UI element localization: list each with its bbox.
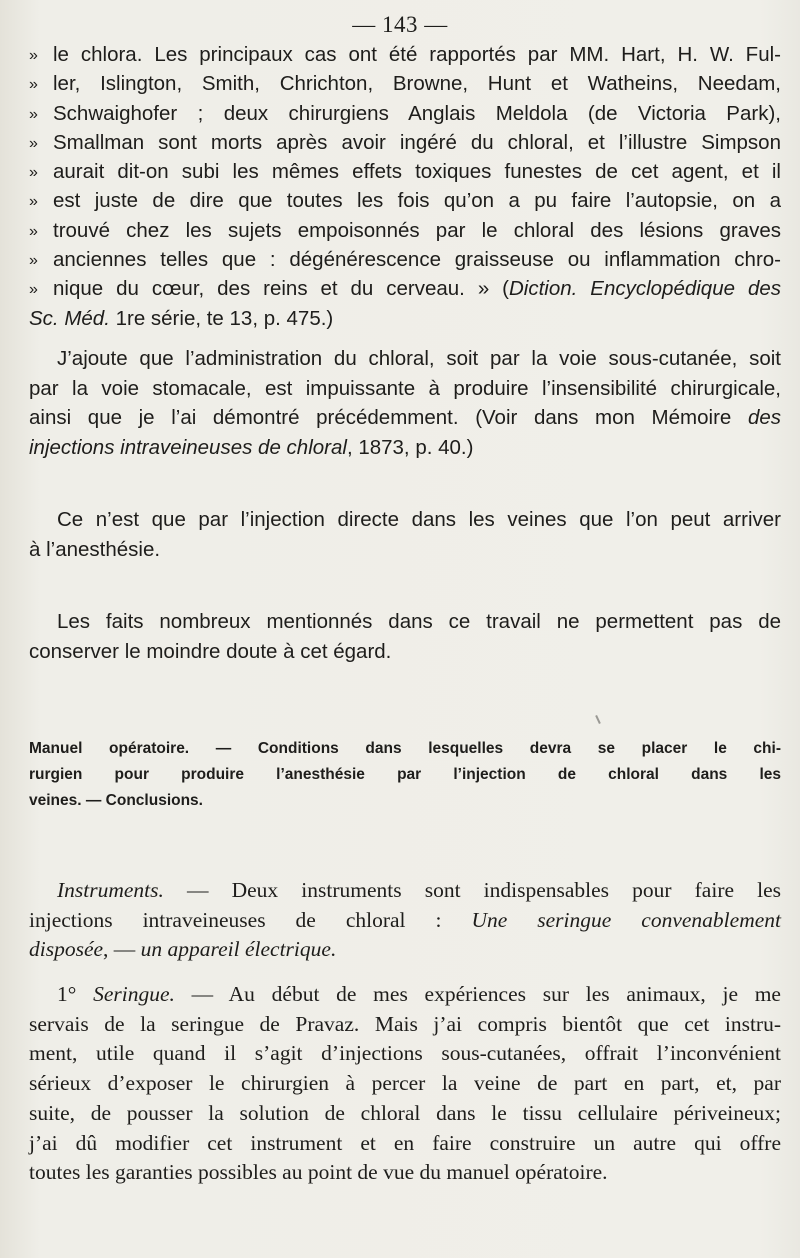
paragraph-seringue <box>29 980 781 1188</box>
paper-mark <box>595 715 601 724</box>
seringue-label: Seringue. <box>93 982 175 1006</box>
citation-reference: 1re série, te 13, p. 475.) <box>109 306 334 330</box>
quote-line <box>29 186 781 215</box>
quote-line <box>29 245 781 274</box>
paragraph-line <box>29 403 781 433</box>
quote-line-text: Smallman sont morts après avoir ingéré du chloral, et l’illustre Simpson <box>53 130 781 154</box>
quote-mark: » <box>29 134 38 152</box>
quote-line-text: aurait dit-on subi les mêmes effets toxiques funestes de cet agent, et il <box>53 160 781 184</box>
quote-line-text: anciennes telles que : dégénérescence graisseuse ou inflammation chro- <box>53 248 781 272</box>
paragraph-line: Ce n’est que par l’injection directe dans les veines que l’on peut arriver <box>57 508 781 531</box>
paragraph-line: par la voie stomacale, est impuissante à produire l’insensibilité chirurgicale, <box>29 376 781 400</box>
paragraph-line: conserver le moindre doute à cet égard. <box>29 639 392 663</box>
heading-line: rurgien pour produire l’anesthésie par l’injection de chloral dans les <box>29 766 781 783</box>
paragraph-line-text: ainsi que je l’ai démontré précédemment. (Voir dans mon Mémoire <box>29 406 748 429</box>
quote-mark: » <box>29 222 38 240</box>
paragraph-line <box>29 906 781 936</box>
seringue-phrase-end: disposée <box>29 937 104 962</box>
paragraph-line: sérieux d’exposer le chirurgien à percer la veine de part en part, et, par <box>29 1071 781 1096</box>
appareil-phrase: un appareil électrique. <box>140 937 337 962</box>
quote-line <box>29 99 781 128</box>
quote-mark: » <box>29 105 38 123</box>
citation-open: ( <box>502 277 509 301</box>
memoire-title: injections intraveineuses de chloral <box>29 435 347 459</box>
citation-title: Diction. Encyclopédique des <box>508 277 781 301</box>
quote-line-text <box>53 274 781 303</box>
quote-mark: » <box>29 281 38 299</box>
paragraph-line <box>29 876 781 906</box>
quote-line <box>29 157 781 186</box>
list-number: 1° <box>57 982 94 1006</box>
instruments-label: Instruments. <box>57 878 164 902</box>
quote-mark: » <box>29 47 38 64</box>
paragraph-line: à l’anesthésie. <box>29 537 161 561</box>
quote-line <box>29 216 781 245</box>
paragraph-faits <box>29 607 781 666</box>
quote-line-start: nique du cœur, des reins et du cerveau. » <box>53 277 503 301</box>
quote-line <box>29 304 781 333</box>
heading-line: Manuel opératoire. — Conditions dans lesquelles devra se placer le chi- <box>29 740 781 757</box>
section-heading <box>29 736 781 814</box>
quote-line-text: Schwaighofer ; deux chirurgiens Anglais Meldola (de Victoria Park), <box>53 101 781 125</box>
paragraph-line <box>29 935 781 965</box>
paragraph-line: J’ajoute que l’administration du chloral, soit par la voie sous-cutanée, soit <box>57 347 781 370</box>
quote-mark: » <box>29 164 38 182</box>
quotation-block <box>29 40 781 333</box>
quote-mark: » <box>29 76 38 94</box>
paragraph-line: Les faits nombreux mentionnés dans ce travail ne permettent pas de <box>57 610 781 633</box>
citation-journal: Sc. Méd. <box>29 306 110 330</box>
quote-line <box>29 40 781 69</box>
memoire-title-start: des <box>747 406 781 429</box>
paragraph-injection <box>29 505 781 564</box>
seringue-phrase: Une seringue convenablement <box>471 907 781 932</box>
paragraph-line-text: — Deux instruments sont indispensables pour faire les <box>163 878 781 902</box>
paragraph-line <box>29 980 781 1010</box>
paragraph-line: suite, de pousser la solution de chloral dans le tissu cellulaire périveineux; <box>29 1100 781 1125</box>
paragraph-instruments <box>29 876 781 965</box>
paragraph-line-text: — Au début de mes expériences sur les animaux, je me <box>174 982 781 1006</box>
quote-line <box>29 274 781 303</box>
memoire-reference: , 1873, p. 40.) <box>346 435 474 459</box>
page-number: — 143 — <box>352 12 448 37</box>
paragraph-line-text: injections intraveineuses de chloral : <box>29 907 472 932</box>
paragraph-administration <box>29 344 781 462</box>
paragraph-line: servais de la seringue de Pravaz. Mais j’ai compris bientôt que cet instru- <box>29 1011 781 1036</box>
quote-line-text: ler, Islington, Smith, Chrichton, Browne, Hunt et Watheins, Needam, <box>53 72 781 96</box>
quote-line <box>29 69 781 98</box>
paragraph-line: toutes les garanties possibles au point de vue du manuel opératoire. <box>29 1160 608 1185</box>
paragraph-line <box>29 433 781 463</box>
quote-line-text <box>29 304 781 333</box>
quote-mark: » <box>29 193 38 211</box>
quote-line-text: le chlora. Les principaux cas ont été rapportés par MM. Hart, H. W. Ful- <box>53 43 781 66</box>
paragraph-line: ment, utile quand il s’agit d’injections sous-cutanées, offrait l’inconvénient <box>29 1041 781 1066</box>
separator: , — <box>103 937 141 962</box>
quote-mark: » <box>29 252 38 270</box>
heading-line: veines. — Conclusions. <box>29 792 203 809</box>
paragraph-line: j’ai dû modifier cet instrument et en faire construire un autre qui offre <box>29 1130 781 1155</box>
quote-line <box>29 128 781 157</box>
quote-line-text: est juste de dire que toutes les fois qu’on a pu faire l’autopsie, on a <box>53 189 781 213</box>
quote-line-text: trouvé chez les sujets empoisonnés par le chloral des lésions graves <box>53 218 781 242</box>
